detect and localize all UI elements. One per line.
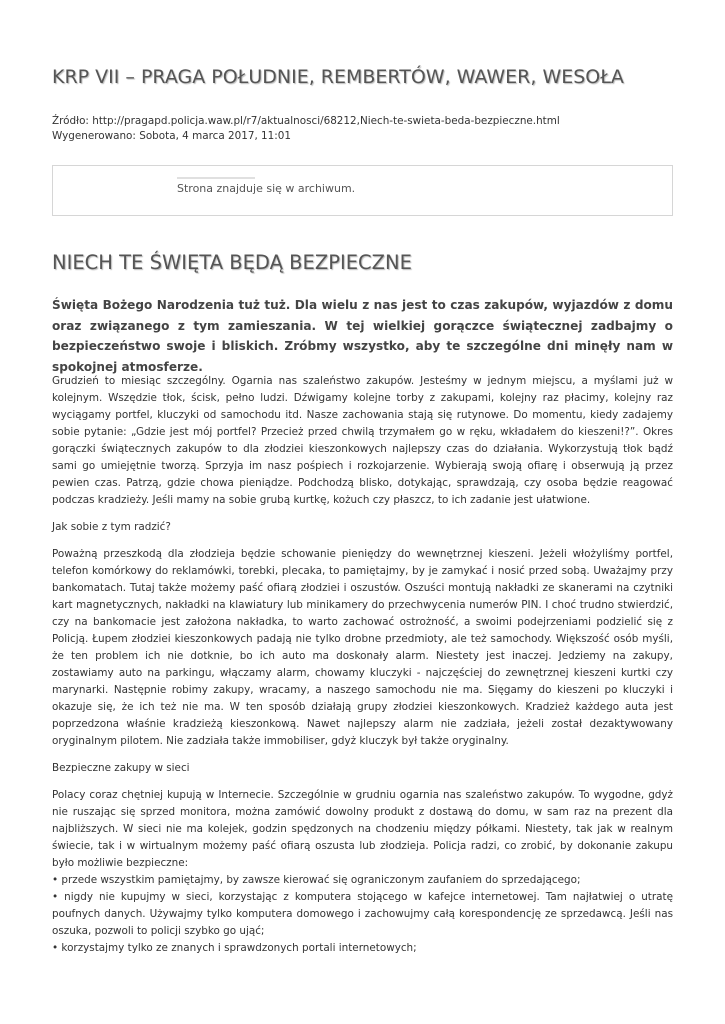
paragraph-1: Grudzień to miesiąc szczególny. Ogarnia nas szaleństwo zakupów. Jesteśmy w jednym miejscu, a myślami już w kolejnym. Wszędzie tłok, ścisk, pełno ludzi. Dźwigamy kolejne torby z zakupami, kolejny raz płacimy, kolejny raz wyciągamy portfel, kluczyki od samochodu itd. Nasze zachowania stają się rutynowe. Do momentu, kiedy zadajemy sobie pytanie: „Gdzie jest mój portfel? Przecież przed chwilą trzymałem go w ręku, wkładałem do kieszeni!?”. Okres gorączki świątecznych zakupów to dla złodziei kieszonkowych najlepszy czas do działania. Wykorzystują tłok bądź sami go umiejętnie tworzą. Sprzyja im nasz pośpiech i rozkojarzenie. Wybierają swoją ofiarę i obserwują ją przez pewien czas. Patrzą, gdzie chowa pieniądze. Podchodzą blisko, dotykając, sprawdzają, czy osoba będzie reagować podczas kradzieży. Jeśli mamy na sobie grubą kurtkę, kożuch czy płaszcz, to ich zadanie jest ułatwione. <box>52 375 673 506</box>
article-title: NIECH TE ŚWIĘTA BĘDĄ BEZPIECZNE <box>52 251 412 274</box>
bullet-item: • nigdy nie kupujmy w sieci, korzystając z komputera stojącego w kafejce internetowej. Tam najłatwiej o utratę poufnych danych. Używajmy tylko komputera domowego i zachowujmy całą korespondencję ze sprzedawcą. Jeśli nas oszuka, pozwoli to policji szybko go ująć; <box>52 891 673 937</box>
generated-line: Wygenerowano: Sobota, 4 marca 2017, 11:01 <box>52 130 291 142</box>
paragraph-3 <box>52 787 673 957</box>
subheading-1: Jak sobie z tym radzić? <box>52 521 171 533</box>
document-meta <box>52 114 673 144</box>
bullet-item: • korzystajmy tylko ze znanych i sprawdzonych portali internetowych; <box>52 942 417 954</box>
archive-notice <box>52 165 673 216</box>
source-line: Źródło: http://pragapd.policja.waw.pl/r7/aktualnosci/68212,Niech-te-swieta-beda-bezpieczne.html <box>52 115 560 127</box>
article-body <box>52 373 673 967</box>
site-title: KRP VII – PRAGA POŁUDNIE, REMBERTÓW, WAWER, WESOŁA <box>52 66 624 88</box>
subheading-2: Bezpieczne zakupy w sieci <box>52 762 190 774</box>
paragraph-2: Poważną przeszkodą dla złodzieja będzie schowanie pieniędzy do wewnętrznej kieszeni. Jeżeli włożyliśmy portfel, telefon komórkowy do reklamówki, torebki, plecaka, to pamiętajmy, by je zamykać i nosić przed sobą. Uważajmy przy bankomatach. Tutaj także możemy paść ofiarą złodziei i oszustów. Oszuści montują nakładki ze skanerami na czytniki kart magnetycznych, nakładki na klawiatury lub minikamery do przechwycenia numerów PIN. I choć trudno stwierdzić, czy na bankomacie jest założona nakładka, to warto zachować ostrożność, a swoimi podejrzeniami podzielić się z Policją. Łupem złodziei kieszonkowych padają nie tylko drobne przedmioty, ale też samochody. Większość osób myśli, że ten problem ich nie dotknie, bo ich auto ma doskonały alarm. Niestety jest inaczej. Jedziemy na zakupy, zostawiamy auto na parkingu, włączamy alarm, chowamy kluczyki - najczęściej do zewnętrznej kieszeni kurtki czy marynarki. Następnie robimy zakupy, wracamy, a naszego samochodu nie ma. Sięgamy do kieszeni po kluczyki i okazuje się, że ich też nie ma. W ten sposób działają grupy złodziei kieszonkowych. Kradzież każdego auta jest poprzedzona właśnie kradzieżą kieszonkową. Nawet najlepszy alarm nie zadziała, jeżeli został dezaktywowany oryginalnym pilotem. Nie zadziała także immobiliser, gdyż kluczyk był także oryginalny. <box>52 548 673 747</box>
bullet-item: • przede wszystkim pamiętajmy, by zawsze kierować się ograniczonym zaufaniem do sprzedającego; <box>52 874 581 886</box>
archive-divider <box>177 177 255 179</box>
archive-message: Strona znajduje się w archiwum. <box>177 182 356 195</box>
paragraph-3-text: Polacy coraz chętniej kupują w Internecie. Szczególnie w grudniu ogarnia nas szaleństwo zakupów. To wygodne, gdyż nie ruszając się sprzed monitora, można zamówić dowolny produkt z dostawą do domu, w sam raz na prezent dla najbliższych. W sieci nie ma kolejek, godzin spędzonych na chodzeniu między półkami. Niestety, tak jak w realnym świecie, tak i w wirtualnym możemy paść ofiarą oszusta lub złodzieja. Policja radzi, co zrobić, by dokonanie zakupu było możliwie bezpieczne: <box>52 789 673 869</box>
article-lead: Święta Bożego Narodzenia tuż tuż. Dla wielu z nas jest to czas zakupów, wyjazdów z domu oraz związanego z tym zamieszania. W tej wielkiej gorączce świątecznej zadbajmy o bezpieczeństwo swoje i bliskich. Zróbmy wszystko, aby te szczególne dni minęły nam w spokojnej atmosferze. <box>52 298 673 374</box>
